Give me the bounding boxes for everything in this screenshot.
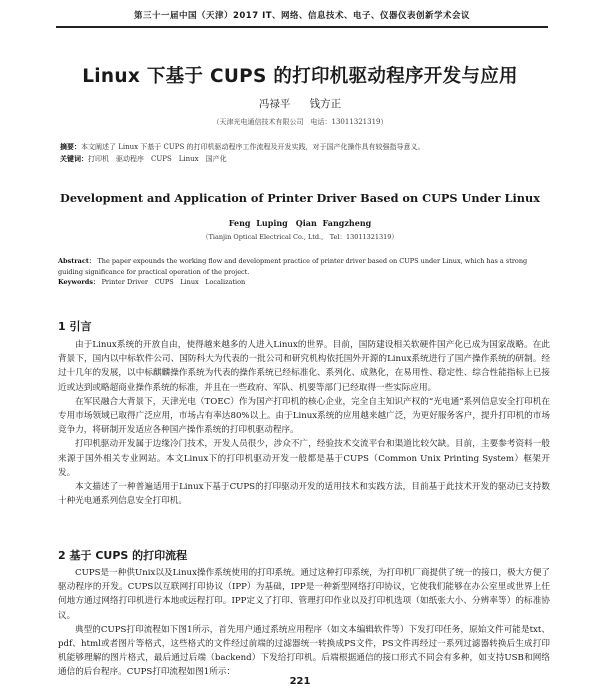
keywords-en-items: Printer Driver CUPS Linux Localization [101,278,246,286]
page-number: 221 [289,676,311,687]
paragraph: CUPS是一种供Unix以及Linux操作系统使用的打印系统。通过这种打印系统，为打印机厂商提供了统一的接口，极大方便了驱动程序的开发。CUPS以互联网打印协议（IPP）为基础，IPP是一种新型网络打印协议，它使我们能够在办公室里或世界上任何地方通过网络打印机进行本地或远程打印。IPP定义了打印、管理打印作业以及打印机选项（如纸张大小、分辨率等）的标准协议。 [58,568,550,621]
paragraph: 典型的CUPS打印流程如下图1所示，首先用户通过系统应用程序（如文本编辑软件等）下发打印任务，原始文件可能是txt、pdf、html或者图片等格式，这些格式的文件经过前端的过滤器统一转换成PS文件，PS文件再经过一系列过滤器转换后生成打印机能够理解的图片格式，最后通过后端（backend）下发给打印机。后端根据通信的接口形式不同会有多种，如支持USB和网络通信的后台程序。CUPS打印流程如图1所示： [58,624,550,678]
keywords-cn-label: 关键词： [60,154,88,163]
affiliation-en: （Tianjin Optical Electrical Co., Ltd., Tel：13011321319） [202,233,398,241]
authors-en: Feng Luping Qian Fangzheng [228,218,372,228]
author-2: 钱方正 [309,98,342,110]
abstract-en-block [58,256,552,288]
keywords-en [58,277,552,288]
author-1: 冯禄平 [258,98,291,110]
abstract-cn-text: 本文阐述了 Linux 下基于 CUPS 的打印机驱动程序工作流程及开发实践，对于国产化操作具有较强指导意义。 [81,143,425,151]
keywords-cn-items: 打印机 驱动程序 CUPS Linux 国产化 [88,155,227,163]
section-1-heading: 1 引言 [58,320,92,333]
keywords-cn [60,153,544,165]
paper-title-cn: Linux 下基于 CUPS 的打印机驱动程序开发与应用 [82,66,518,87]
paragraph: 打印机驱动开发属于边缘冷门技术，开发人员很少，涉众不广，经验技术交流平台和渠道比较欠缺。目前，主要参考资料一般来源于国外相关专业网站。本文Linux下的打印机驱动开发一般都是基于CUPS（Common Unix Printing System）框架开发。 [58,439,550,478]
abstract-cn-block [60,141,544,165]
abstract-en [58,256,552,277]
paragraph: 在军民融合大背景下，天津光电（TOEC）作为国产打印机的核心企业，完全自主知识产权的“光电通”系列信息安全打印机在专用市场领域已取得广泛应用，市场占有率达80%以上。由于Linux系统的应用越来越广泛，为更好服务客户，提升打印机的市场竞争力，将研制开发适应各种国产操作系统的打印机驱动程序。 [58,396,550,436]
paper-title-en: Development and Application of Printer Driver Based on CUPS Under Linux [60,191,540,205]
section-2-body [58,566,550,680]
abstract-cn-label: 摘要： [60,142,81,151]
paragraph: 由于Linux系统的开放自由，使得越来越多的人进入Linux的世界。目前，国防建设相关软硬件国产化已成为国家战略。在此背景下，国内以中标软件公司、国防科大为代表的一批公司和研究机构依托国外开源的Linux系统进行了国产操作系统的研制。经过十几年的发展，以中标麒麟操作系统为代表的操作系统已经标准化、系列化、成熟化，在易用性、稳定性、综合性能指标上已接近或达到或略超商业操作系统的标准，并且在一些政府、军队、机要等部门已经取得一些实际应用。 [58,340,550,393]
section-2-heading: 2 基于 CUPS 的打印流程 [58,549,188,562]
paragraph: 本文描述了一种普遍适用于Linux下基于CUPS的打印驱动开发的适用技术和实践方法，目前基于此技术开发的驱动已支持数十种光电通系列信息安全打印机。 [58,482,550,507]
authors-cn [0,96,600,111]
abstract-en-text: The paper expounds the working flow and development practice of printer driver based on CUPS under Linux, which has a strong guiding significance for practical operation of the project. [58,257,528,276]
affiliation-cn: （天津光电通信技术有限公司 电话：13011321319） [212,118,388,126]
abstract-cn [60,141,544,153]
keywords-en-label: Keywords： [58,278,100,286]
running-header: 第三十一届中国（天津）2017 IT、网络、信息技术、电子、仪器仪表创新学术会议 [56,9,548,28]
section-1-body [58,338,550,508]
abstract-en-label: Abstract： [58,257,96,265]
